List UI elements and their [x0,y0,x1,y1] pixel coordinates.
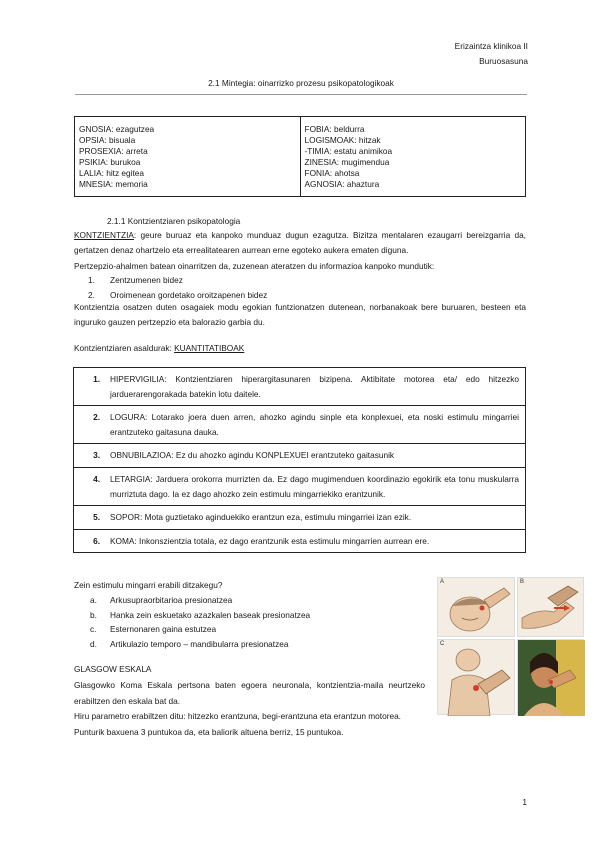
nailbed-pressure-illustration [518,578,585,638]
pain-list [90,593,424,652]
term-item: PROSEXIA: arreta [79,146,148,156]
glasgow-body [74,678,425,740]
table-row: 6. KOMA: Inkonszientzia totala, ez dago erantzunik esta estimulu mingarrien aurrean ere. [74,529,525,553]
pain-stimuli-block [74,578,424,652]
closing-paragraph: Kontzientzia osatzen duten osagaiek modu egokian funtzionatzen dutenean, norbanakoak bere buruaren, besteen eta inguruko gauzen pertzepzio eta balorazio garbia du. [74,302,526,328]
disorders-type: KUANTITATIBOAK [174,343,245,353]
page-header [455,39,528,69]
terms-column-right [300,117,526,196]
list-item: b. Hanka zein eskuetako azazkalen baseak presionatzea [90,609,311,620]
term-item: FONIA: ahotsa [304,168,360,178]
list-item: 1. Zentzumenen bidez [88,275,183,285]
table-row: 5. SOPOR: Mota guztietako aginduekiko erantzun eza, estimulu mingarriei izan ezik. [74,505,525,529]
figure-panel-c: C [437,639,515,715]
term-item: PSIKIA: burukoa [79,157,141,167]
term-item: MNESIA: memoria [79,179,148,189]
pain-question: Zein estimulu mingarri erabili ditzakegu? [74,580,223,590]
term-item: OPSIA: bisuala [79,135,136,145]
perception-list [88,273,267,302]
glasgow-paragraph: Hiru parametro erabiltzen ditu: hitzezko erantzuna, begi-erantzuna eta erantzun motorea. [74,711,401,721]
table-row: 1. HIPERVIGILIA: Kontzientziaren hiperargitasunaren bizipena. Aktibitate motorea eta/ edo hitzezko jarduerarengorakada batekin lotu daitele. [93,374,519,399]
sternum-pressure-illustration [438,640,516,716]
list-item: c. Esternonaren gaina estutzea [90,624,217,635]
figure-panel-b: B [517,577,584,637]
terms-table [74,116,526,197]
list-item: 2. Oroimenean gordetako oroitzapenen bidez [88,289,268,300]
title-divider [75,94,527,95]
course-title: Erizaintza klinikoa II [454,41,528,51]
page-number: 1 [522,797,527,807]
definition-text: : geure buruaz eta kanpoko munduaz dugun ezagutza. Bizitza mentalaren ezaugarri bereizgarria da, gertatzen denaz ohartzelo eta errealitatearen aurrean erne egoteko aukera ematen diguna. [74,230,526,256]
terms-column-left [75,117,300,196]
term-item: LALIA: hitz egitea [79,168,145,178]
definition-term: KONTZIENTZIA [74,230,134,240]
list-item: d. Artikulazio temporo – mandibularra presionatzea [90,639,289,650]
supraorbital-pressure-illustration [438,578,516,638]
pain-stimuli-figure [437,577,584,715]
term-item: ZINESIA: mugimendua [304,157,390,167]
jaw-pressure-photo [518,640,585,716]
perception-paragraph: Pertzepzio-ahalmen batean oinarritzen da, zuzenean ateratzen du informazioa kanpoko mundutik: [74,261,435,271]
glasgow-paragraph: Punturik baxuena 3 puntukoa da, eta baliorik altuena berriz, 15 puntukoa. [74,726,344,737]
definition-paragraph [74,228,526,259]
table-row: 4. LETARGIA: Jarduera orokorra murrizten da. Ez dago mugimenduen koordinazio egokirik eta tonu muskularra murriztuta dago. Ia ez dago ahozko zein estimulu mingarriekiko erantzunik. [74,467,525,505]
term-item: FOBIA: beldurra [304,124,365,134]
table-row: 3. OBNUBILAZIOA: Ez du ahozko agindu KONPLEXUEI erantzuteko gaitasunik [74,443,525,467]
page-title: 2.1 Mintegia: oinarrizko prozesu psikopatologikoak [208,78,394,88]
course-subtitle: Buruosasuna [479,56,528,66]
term-item: GNOSIA: ezagutzea [79,124,155,134]
glasgow-title: GLASGOW ESKALA [74,664,152,674]
figure-panel-a: A [437,577,515,637]
table-row: 2. LOGURA: Lotarako joera duen arren, ahozko agindu sinple eta konplexuei, eta noski estimulu mingarriei erantzuteko gaitasuna dauka. [74,405,525,443]
disorders-intro: Kontzientziaren asaldurak: KUANTITATIBOAK [74,343,245,353]
figure-panel-photo [517,639,584,715]
term-item: LOGISMOAK: hitzak [304,135,381,145]
term-item: -TIMIA: estatu animikoa [304,146,393,156]
glasgow-paragraph: Glasgowko Koma Eskala pertsona baten egoera neuronala, kontzientzia-maila neurtzeko erabiltzen den eskala bat da. [74,680,425,706]
section-heading: 2.1.1 Kontzientziaren psikopatologia [107,216,241,226]
term-item: AGNOSIA: ahaztura [304,179,380,189]
disorders-table [73,367,526,553]
list-item: a. Arkusupraorbitarioa presionatzea [90,594,233,605]
